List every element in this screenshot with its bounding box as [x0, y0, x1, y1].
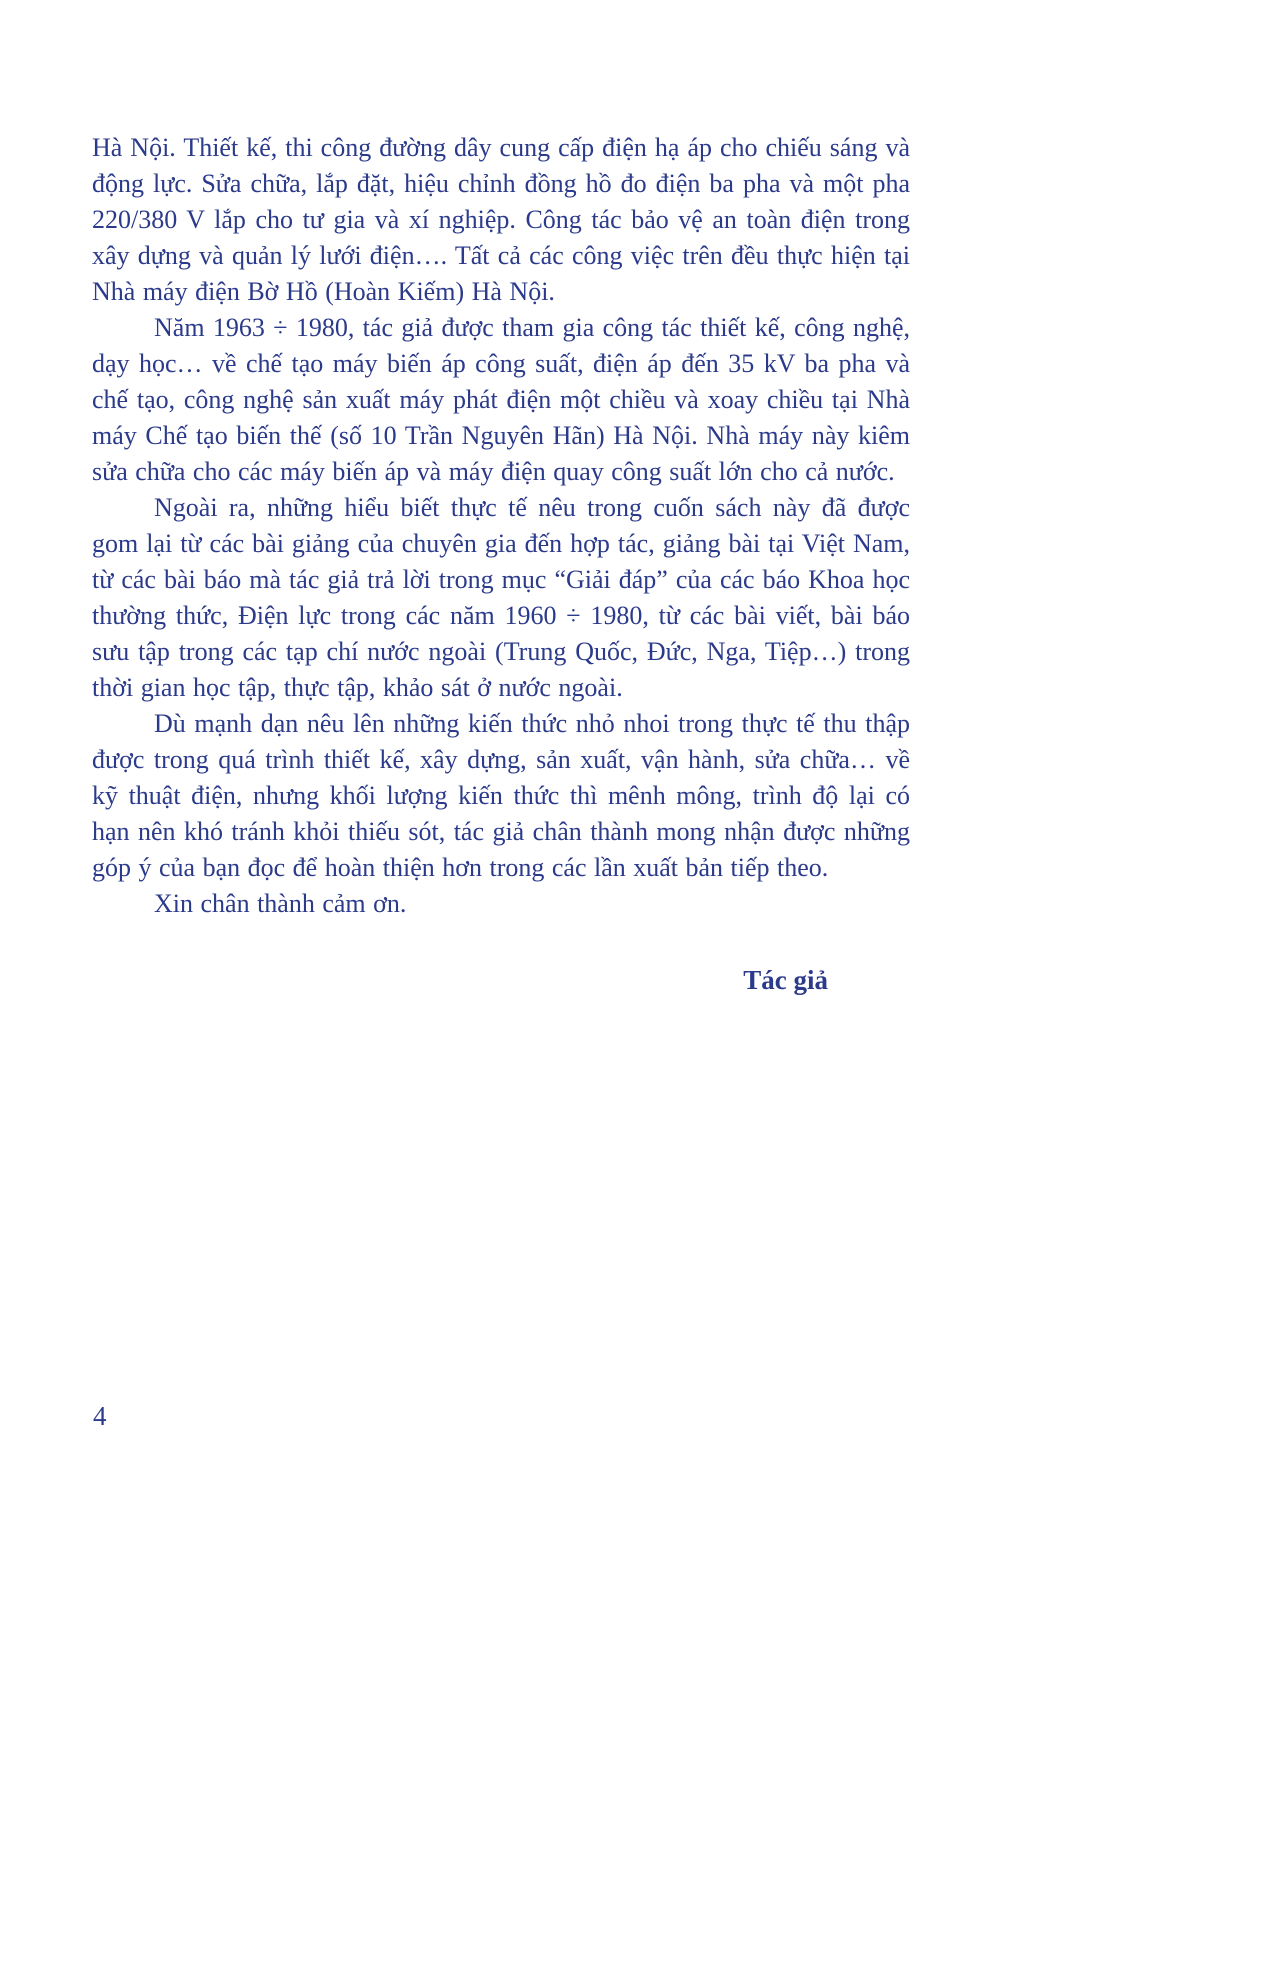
author-signature: Tác giả: [743, 965, 828, 995]
paragraph: Xin chân thành cảm ơn.: [154, 889, 407, 918]
paragraph: Năm 1963 ÷ 1980, tác giả được tham gia công tác thiết kế, công nghệ, dạy học… về chế tạo máy biến áp công suất, điện áp đến 35 kV ba pha và chế tạo, công nghệ sản xuất máy phát điện một chiều và xoay chiều tại Nhà máy Chế tạo biến thế (số 10 Trần Nguyên Hãn) Hà Nội. Nhà máy này kiêm sửa chữa cho các máy biến áp và máy điện quay công suất lớn cho cả nước.: [92, 313, 910, 486]
page-body-text: [92, 130, 910, 1025]
page-number: 4: [93, 1401, 107, 1431]
paragraph: Dù mạnh dạn nêu lên những kiến thức nhỏ nhoi trong thực tế thu thập được trong quá trình thiết kế, xây dựng, sản xuất, vận hành, sửa chữa… về kỹ thuật điện, nhưng khối lượng kiến thức thì mênh mông, trình độ lại có hạn nên khó tránh khỏi thiếu sót, tác giả chân thành mong nhận được những góp ý của bạn đọc để hoàn thiện hơn trong các lần xuất bản tiếp theo.: [92, 709, 910, 882]
paragraph: Hà Nội. Thiết kế, thi công đường dây cung cấp điện hạ áp cho chiếu sáng và động lực. Sửa chữa, lắp đặt, hiệu chỉnh đồng hồ đo điện ba pha và một pha 220/380 V lắp cho tư gia và xí nghiệp. Công tác bảo vệ an toàn điện trong xây dựng và quản lý lưới điện…. Tất cả các công việc trên đều thực hiện tại Nhà máy điện Bờ Hồ (Hoàn Kiếm) Hà Nội.: [92, 133, 910, 306]
paragraph: Ngoài ra, những hiểu biết thực tế nêu trong cuốn sách này đã được gom lại từ các bài giảng của chuyên gia đến hợp tác, giảng bài tại Việt Nam, từ các bài báo mà tác giả trả lời trong mục “Giải đáp” của các báo Khoa học thường thức, Điện lực trong các năm 1960 ÷ 1980, từ các bài viết, bài báo sưu tập trong các tạp chí nước ngoài (Trung Quốc, Đức, Nga, Tiệp…) trong thời gian học tập, thực tập, khảo sát ở nước ngoài.: [92, 493, 910, 702]
